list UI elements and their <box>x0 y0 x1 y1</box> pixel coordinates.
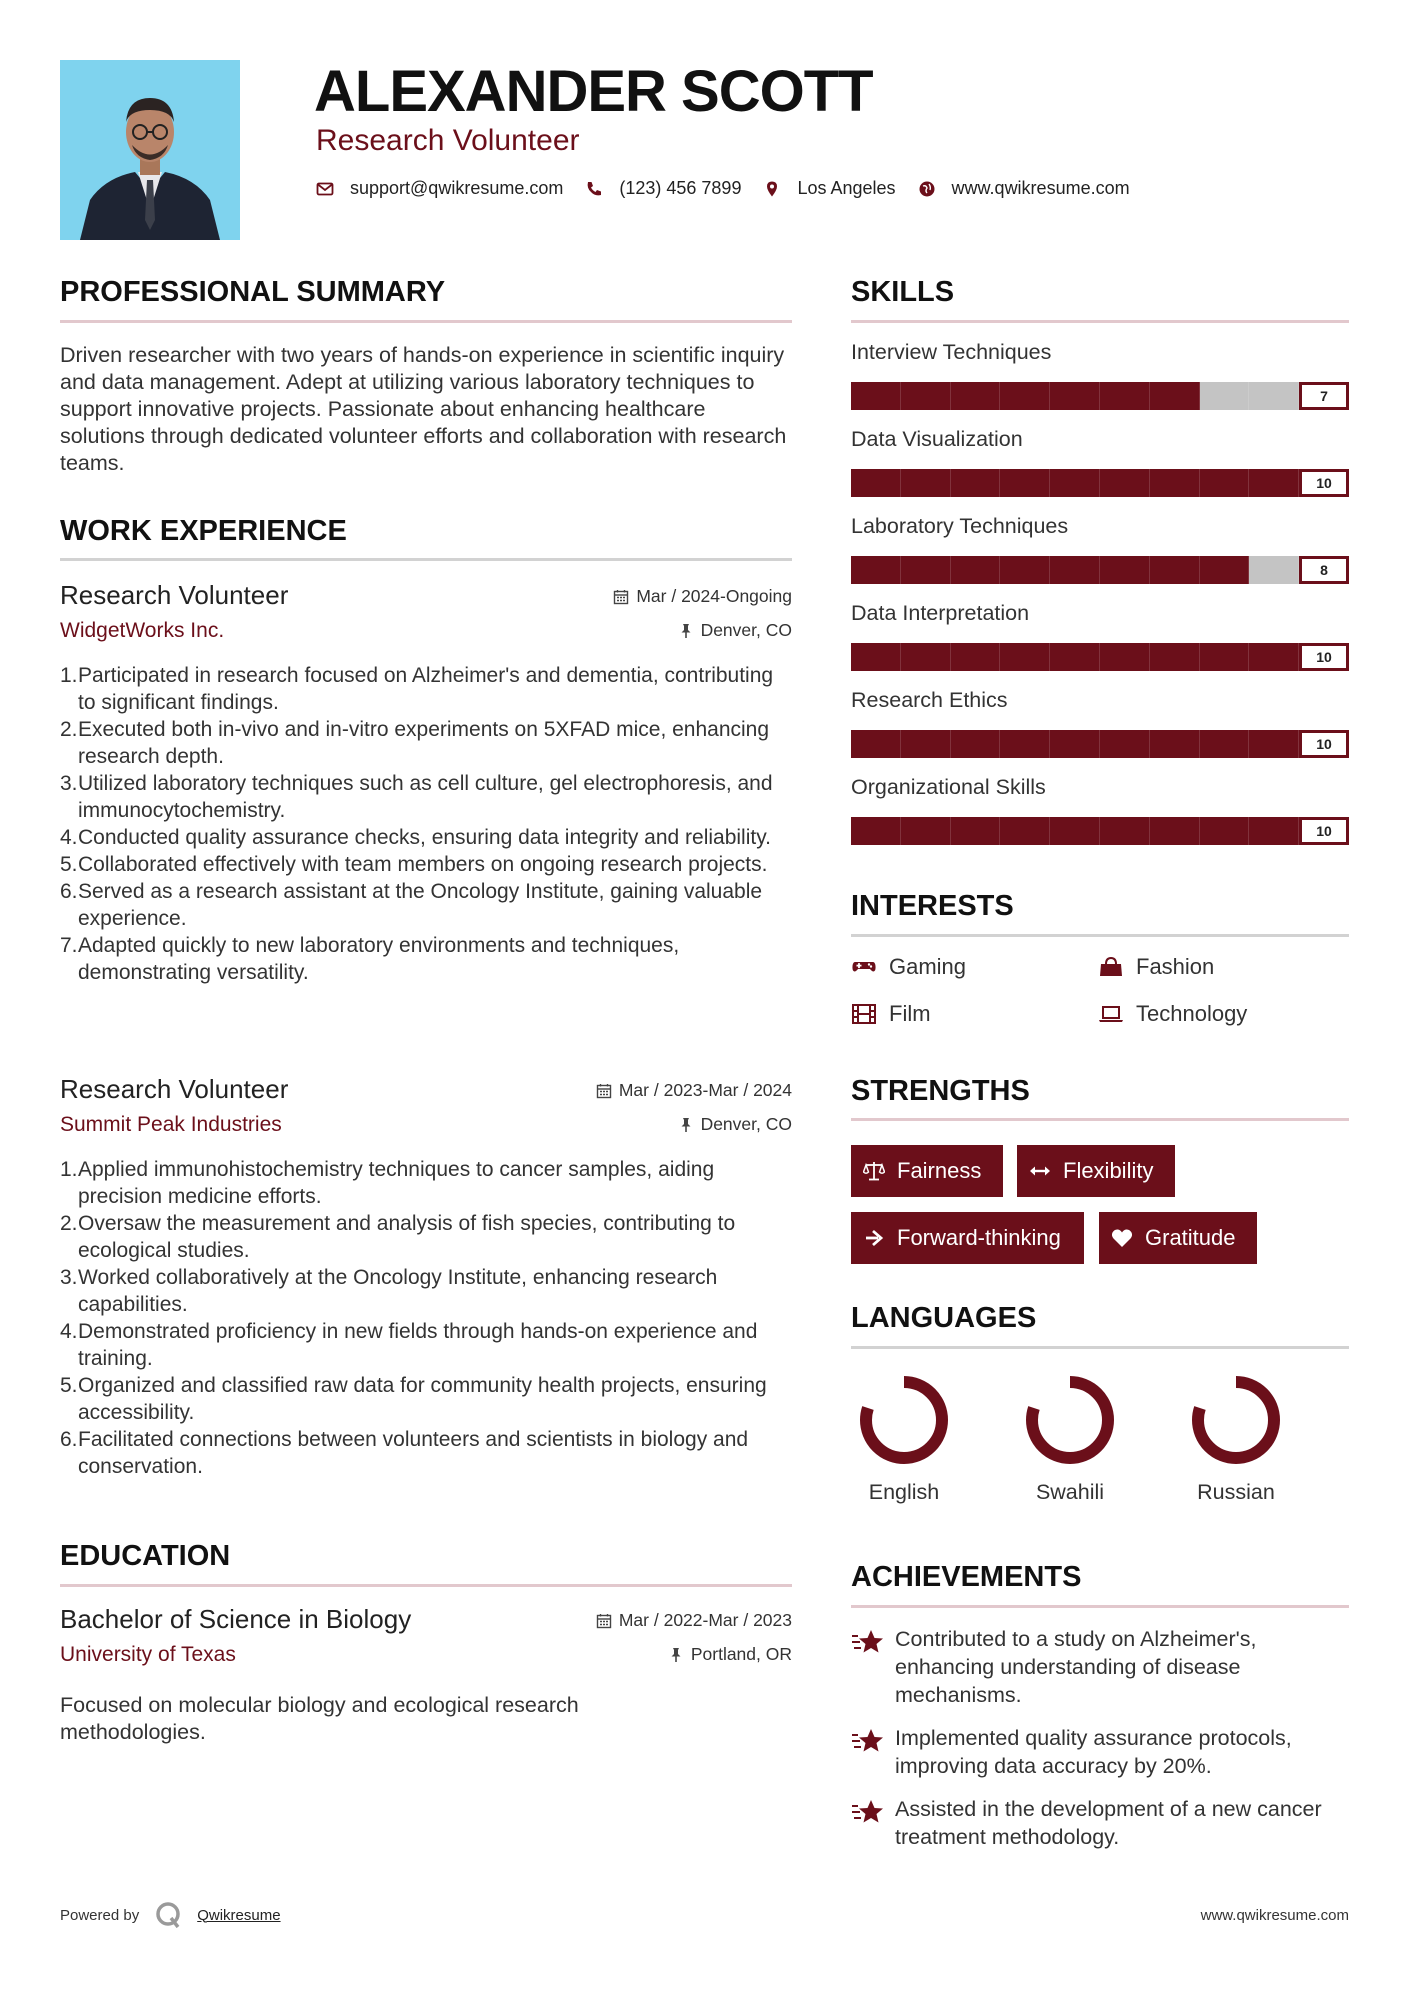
skill-bar-segment <box>901 643 951 671</box>
skill-bar-segment <box>1050 382 1100 410</box>
list-item <box>60 824 792 851</box>
qwikresume-logo-icon <box>153 1900 183 1930</box>
skill-bar-segment <box>1249 469 1299 497</box>
degree-title: Bachelor of Science in Biology <box>60 1604 412 1634</box>
strength-badge-fairness <box>851 1145 1003 1197</box>
globe-icon <box>918 180 936 198</box>
skill-bar-segment <box>1200 556 1250 584</box>
pin-icon <box>678 623 694 639</box>
education-divider <box>60 1584 792 1587</box>
skill-bar-segment <box>1200 643 1250 671</box>
location-text: Los Angeles <box>797 178 896 198</box>
skill-value: 10 <box>1299 469 1349 497</box>
job-dates: Mar / 2023-Mar / 2024 <box>618 1080 792 1100</box>
skill-bar-segment <box>1150 730 1200 758</box>
skill-label: Data Interpretation <box>851 601 1030 625</box>
skill-bar-segment <box>1200 382 1250 410</box>
skill-value: 8 <box>1299 556 1349 584</box>
strengths-heading: STRENGTHS <box>851 1075 1030 1107</box>
list-item <box>60 770 792 824</box>
interests-divider <box>851 934 1349 937</box>
skill-bar-segment <box>1249 643 1299 671</box>
list-item <box>60 1156 792 1210</box>
skill-bar-segment <box>901 730 951 758</box>
list-item-number: 5. <box>60 853 78 876</box>
language-item <box>1000 1370 1140 1505</box>
achievement-item <box>851 1795 1349 1851</box>
skill-bar-segment <box>1100 556 1150 584</box>
list-item <box>60 1210 792 1264</box>
star-award-icon <box>851 1627 885 1657</box>
skill-bar <box>851 382 1349 410</box>
skill-bar-segment <box>1000 817 1050 845</box>
film-icon <box>851 1003 877 1025</box>
language-level-ring <box>854 1370 954 1470</box>
skill-bar-segment <box>851 469 901 497</box>
list-item-number: 3. <box>60 772 78 795</box>
skill-bar-segment <box>1050 556 1100 584</box>
strength-label: Flexibility <box>1063 1158 1154 1183</box>
school-name: University of Texas <box>60 1643 236 1666</box>
skill-bar-segment <box>1100 730 1150 758</box>
skill-bar-segment <box>1200 469 1250 497</box>
skill-bar-segment <box>851 643 901 671</box>
contact-phone[interactable] <box>585 178 741 199</box>
candidate-role: Research Volunteer <box>316 124 580 157</box>
strengths-divider <box>851 1118 1349 1121</box>
star-award-icon <box>851 1797 885 1827</box>
list-item-text: Worked collaboratively at the Oncology Institute, enhancing research capabilities. <box>78 1266 718 1316</box>
calendar-icon <box>596 1083 612 1099</box>
skill-bar <box>851 469 1349 497</box>
list-item <box>60 1372 792 1426</box>
contact-website[interactable] <box>918 178 1130 199</box>
list-item <box>60 851 792 878</box>
list-item-text: Executed both in-vivo and in-vitro experiments on 5XFAD mice, enhancing research depth. <box>78 718 770 768</box>
list-item-number: 4. <box>60 826 78 849</box>
skill-bar-segment <box>951 817 1001 845</box>
list-item-text: Utilized laboratory techniques such as cell culture, gel electrophoresis, and immunocytochemistry. <box>78 772 773 822</box>
summary-divider <box>60 320 792 323</box>
language-name: Swahili <box>1035 1480 1105 1504</box>
list-item <box>60 1318 792 1372</box>
skill-bar-segment <box>1150 817 1200 845</box>
language-name: English <box>868 1480 940 1504</box>
list-item <box>60 1426 792 1480</box>
interest-label: Technology <box>1136 1001 1248 1026</box>
skill-bar-segment <box>1000 730 1050 758</box>
contact-location <box>763 178 895 199</box>
skill-label: Laboratory Techniques <box>851 514 1069 538</box>
skill-bar-segment <box>1200 730 1250 758</box>
language-level-ring <box>1186 1370 1286 1470</box>
skill-bar-segment <box>951 730 1001 758</box>
list-item-text: Facilitated connections between volunteers and scientists in biology and conservation. <box>78 1428 749 1478</box>
skill-bar-segment <box>1150 469 1200 497</box>
skill-bar-segment <box>1150 643 1200 671</box>
skill-bar-segment <box>1100 643 1150 671</box>
interest-item-gaming <box>851 954 966 980</box>
job-entry <box>60 580 792 1040</box>
skill-bar-segment <box>1050 469 1100 497</box>
language-name: Russian <box>1197 1480 1275 1504</box>
calendar-icon <box>596 1613 612 1629</box>
map-marker-icon <box>763 180 781 198</box>
list-item <box>60 932 792 986</box>
job-location: Denver, CO <box>700 620 792 640</box>
job-company: WidgetWorks Inc. <box>60 619 225 642</box>
footer-url[interactable]: www.qwikresume.com <box>1200 1907 1349 1924</box>
skill-label: Research Ethics <box>851 688 1008 712</box>
contact-bar <box>316 178 1152 199</box>
footer-powered-by <box>60 1900 281 1930</box>
skill-bar-segment <box>1000 469 1050 497</box>
skill-bar-segment <box>1100 469 1150 497</box>
skill-value: 10 <box>1299 817 1349 845</box>
strength-badge-gratitude <box>1099 1212 1257 1264</box>
pin-icon <box>678 1117 694 1133</box>
list-item-text: Collaborated effectively with team members on ongoing research projects. <box>78 853 768 876</box>
phone-icon <box>585 180 603 198</box>
skill-bar-segment <box>951 469 1001 497</box>
interest-label: Gaming <box>889 954 967 979</box>
languages-divider <box>851 1346 1349 1349</box>
list-item-text: Adapted quickly to new laboratory environments and techniques, demonstrating versatility. <box>78 934 680 984</box>
skill-bar-segment <box>1050 730 1100 758</box>
summary-text: Driven researcher with two years of hands-on experience in scientific inquiry and data management. Adept at utilizing various laboratory techniques to support innovative projects. Passionate about enhancing healthcare solutions through dedicated volunteer efforts and collaboration with research teams. <box>60 343 787 475</box>
experience-divider <box>60 558 792 561</box>
education-meta <box>596 1610 792 1678</box>
list-item-text: Demonstrated proficiency in new fields through hands-on experience and training. <box>78 1320 758 1370</box>
achievement-text: Contributed to a study on Alzheimer's, enhancing understanding of disease mechanisms. <box>895 1627 1257 1707</box>
heart-icon <box>1111 1227 1133 1249</box>
interest-item-technology <box>1098 1001 1247 1027</box>
list-item <box>60 716 792 770</box>
list-item-number: 1. <box>60 1158 78 1181</box>
language-item <box>1166 1370 1306 1505</box>
strength-badge-forward-thinking <box>851 1212 1084 1264</box>
list-item-text: Participated in research focused on Alzheimer's and dementia, contributing to significant findings. <box>78 664 774 714</box>
list-item-text: Oversaw the measurement and analysis of fish species, contributing to ecological studies. <box>78 1212 736 1262</box>
laptop-icon <box>1098 1003 1124 1025</box>
list-item-number: 6. <box>60 1428 78 1451</box>
pin-icon <box>668 1647 684 1663</box>
language-level-arc <box>1032 1382 1108 1458</box>
education-entry <box>60 1604 792 1744</box>
interest-item-film <box>851 1001 931 1027</box>
shopping-bag-icon <box>1098 956 1124 978</box>
achievements-heading: ACHIEVEMENTS <box>851 1561 1082 1593</box>
skill-bar <box>851 817 1349 845</box>
skill-bar-segment <box>851 382 901 410</box>
interest-label: Fashion <box>1136 954 1215 979</box>
job-responsibilities <box>60 1156 792 1480</box>
skill-bar-segment <box>851 730 901 758</box>
skill-bar-segment <box>1200 817 1250 845</box>
skill-bar-segment <box>1100 817 1150 845</box>
skill-bar <box>851 643 1349 671</box>
calendar-icon <box>613 589 629 605</box>
job-meta <box>613 586 792 654</box>
achievement-text: Assisted in the development of a new cancer treatment methodology. <box>895 1797 1322 1849</box>
list-item-text: Organized and classified raw data for community health projects, ensuring accessibility. <box>78 1374 767 1424</box>
strength-label: Gratitude <box>1145 1225 1236 1250</box>
summary-heading: PROFESSIONAL SUMMARY <box>60 276 446 308</box>
skill-bar-segment <box>901 817 951 845</box>
skill-bar-segment <box>1150 382 1200 410</box>
list-item-number: 1. <box>60 664 78 687</box>
skill-bar-segment <box>951 382 1001 410</box>
strength-label: Fairness <box>897 1158 982 1183</box>
education-dates: Mar / 2022-Mar / 2023 <box>618 1610 792 1630</box>
skill-label: Organizational Skills <box>851 775 1046 799</box>
language-item <box>834 1370 974 1505</box>
skill-bar-segment <box>1050 817 1100 845</box>
list-item-text: Served as a research assistant at the Oncology Institute, gaining valuable experience. <box>78 880 763 930</box>
strength-label: Forward-thinking <box>897 1225 1061 1250</box>
skill-bar-segment <box>1000 643 1050 671</box>
arrow-right-icon <box>863 1227 885 1249</box>
job-entry <box>60 1074 792 1494</box>
job-meta <box>596 1080 792 1148</box>
gamepad-icon <box>851 956 877 978</box>
skill-bar-segment <box>1249 556 1299 584</box>
list-item-number: 2. <box>60 1212 78 1235</box>
list-item-text: Conducted quality assurance checks, ensuring data integrity and reliability. <box>78 826 771 849</box>
skills-heading: SKILLS <box>851 276 955 308</box>
skill-bar-segment <box>851 556 901 584</box>
skill-bar <box>851 556 1349 584</box>
skill-value: 10 <box>1299 730 1349 758</box>
list-item-number: 4. <box>60 1320 78 1343</box>
balance-scale-icon <box>863 1160 885 1182</box>
list-item <box>60 878 792 932</box>
job-location: Denver, CO <box>700 1114 792 1134</box>
language-level-ring <box>1020 1370 1120 1470</box>
skill-bar-segment <box>951 643 1001 671</box>
list-item-number: 7. <box>60 934 78 957</box>
skill-value: 7 <box>1299 382 1349 410</box>
skill-bar-segment <box>1100 382 1150 410</box>
list-item-number: 3. <box>60 1266 78 1289</box>
skill-value: 10 <box>1299 643 1349 671</box>
phone-text: (123) 456 7899 <box>619 178 742 198</box>
arrows-horizontal-icon <box>1029 1160 1051 1182</box>
job-responsibilities <box>60 662 792 986</box>
strength-badge-flexibility <box>1017 1145 1175 1197</box>
job-title: Research Volunteer <box>60 1074 289 1104</box>
email-text: support@qwikresume.com <box>350 178 564 198</box>
education-heading: EDUCATION <box>60 1540 231 1572</box>
education-description: Focused on molecular biology and ecological research methodologies. <box>60 1693 579 1744</box>
skill-bar-segment <box>1050 643 1100 671</box>
skill-bar-segment <box>1000 556 1050 584</box>
list-item-number: 5. <box>60 1374 78 1397</box>
skill-bar-segment <box>1249 730 1299 758</box>
job-company: Summit Peak Industries <box>60 1113 282 1136</box>
envelope-icon <box>316 180 334 198</box>
achievement-item <box>851 1724 1349 1780</box>
skill-bar-segment <box>901 382 951 410</box>
job-dates: Mar / 2024-Ongoing <box>636 586 792 606</box>
skill-label: Interview Techniques <box>851 340 1052 364</box>
interest-item-fashion <box>1098 954 1214 980</box>
skill-bar-segment <box>901 556 951 584</box>
skill-bar-segment <box>851 817 901 845</box>
brand-link[interactable]: Qwikresume <box>197 1906 281 1924</box>
skill-bar-segment <box>1249 382 1299 410</box>
skill-bar <box>851 730 1349 758</box>
list-item <box>60 662 792 716</box>
skill-label: Data Visualization <box>851 427 1023 451</box>
skill-bar-segment <box>1150 556 1200 584</box>
skills-divider <box>851 320 1349 323</box>
achievement-text: Implemented quality assurance protocols, improving data accuracy by 20%. <box>895 1726 1292 1778</box>
website-text: www.qwikresume.com <box>951 178 1130 198</box>
list-item-text: Applied immunohistochemistry techniques to cancer samples, aiding precision medicine efforts. <box>78 1158 715 1208</box>
powered-by-text: Powered by <box>60 1906 140 1924</box>
experience-heading: WORK EXPERIENCE <box>60 515 347 547</box>
skill-bar-segment <box>951 556 1001 584</box>
star-award-icon <box>851 1726 885 1756</box>
skill-bar-segment <box>901 469 951 497</box>
languages-heading: LANGUAGES <box>851 1302 1037 1334</box>
interests-heading: INTERESTS <box>851 890 1014 922</box>
contact-email[interactable] <box>316 178 563 199</box>
language-level-arc <box>1198 1382 1274 1458</box>
skill-bar-segment <box>1000 382 1050 410</box>
achievement-item <box>851 1625 1349 1709</box>
achievements-divider <box>851 1605 1349 1608</box>
interest-label: Film <box>889 1001 931 1026</box>
skill-bar-segment <box>1249 817 1299 845</box>
profile-photo <box>60 60 240 240</box>
list-item-number: 6. <box>60 880 78 903</box>
education-location: Portland, OR <box>690 1644 792 1664</box>
list-item <box>60 1264 792 1318</box>
candidate-name: ALEXANDER SCOTT <box>314 59 873 124</box>
language-level-arc <box>866 1382 942 1458</box>
list-item-number: 2. <box>60 718 78 741</box>
job-title: Research Volunteer <box>60 580 289 610</box>
